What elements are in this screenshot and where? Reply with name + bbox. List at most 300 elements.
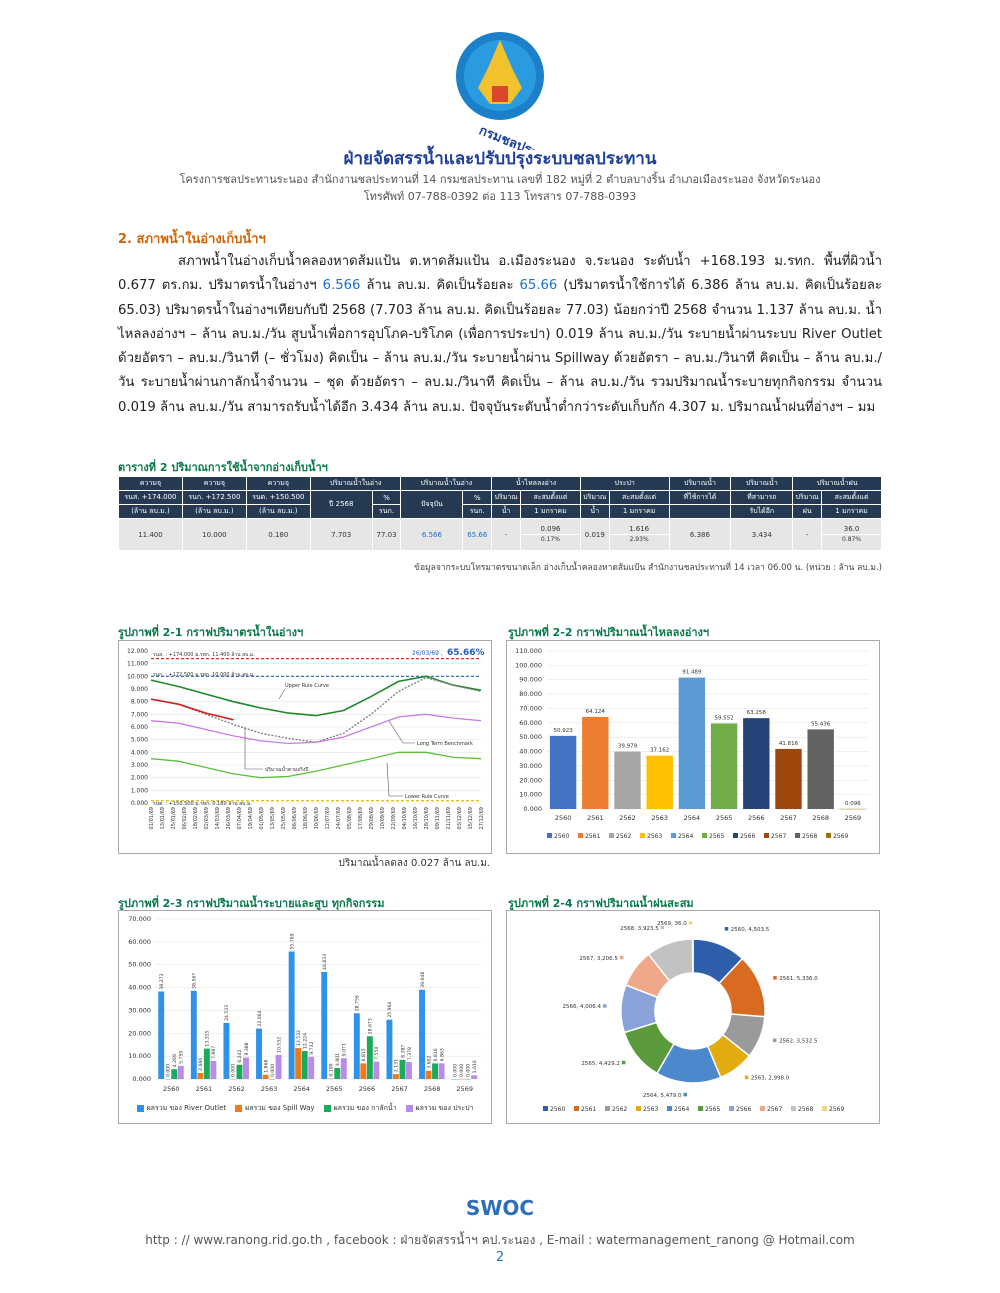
cell-current-pct: 65.66 [463,519,492,551]
y-tick-label: 70.000 [519,704,542,713]
legend-label: 2563 [647,833,663,840]
th-capacity-left: ปริมาณน้ำ [731,477,793,491]
data-label: 55.436 [811,721,831,728]
x-tick-label: 26/03/69 [226,807,232,830]
legend-label: 2569 [829,1106,845,1113]
data-label: 64.124 [585,708,605,715]
label-swatch [683,1093,687,1097]
cell-nsl: 10.000 [182,519,246,551]
inflow-bar-chart [507,641,879,853]
y-tick-label: 4.000 [130,749,148,757]
x-tick-label: 25/05/69 [281,807,287,830]
y-tick-label: 20.000 [128,1029,151,1038]
th2-max: รนส. +174.000 [119,491,183,505]
bar [341,1058,347,1079]
bar [158,992,164,1079]
bar [432,1063,438,1079]
data-label: 4.269 [173,1054,179,1068]
bar [400,1060,406,1079]
y-tick-label: 40.000 [128,983,151,992]
x-tick-label: 10/09/69 [380,807,386,830]
label-swatch [689,921,693,925]
legend-label: 2569 [833,833,849,840]
cell-inflow: - [492,519,521,551]
data-label: 38.273 [160,973,166,990]
label-swatch [773,1039,777,1043]
x-tick-label: 14/03/69 [215,807,221,830]
x-tick-label: 21/11/69 [446,807,452,830]
x-tick-label: 01/01/69 [149,807,155,830]
y-tick-label: 20.000 [519,776,542,785]
legend-label: 2562 [616,833,632,840]
legend-item: ผลรวม ของ River Outlet [137,1103,227,1114]
fig1-label-lower: Lower Rule Curve [405,794,449,800]
y-tick-label: 0.000 [132,1075,151,1083]
y-tick-label: 5.000 [130,736,148,744]
para-text-1: สภาพน้ำในอ่างเก็บน้ำคลองหาดส้มแป้น ต.หาดส้มแป้น อ.เมืองระนอง จ.ระนอง ระดับน้ำ +168.193 ม.รทก. พื้นที่ผิวน้ำ 0.677 ตร.กม. ปริมาตรน้ำในอ่างฯ [118,254,882,294]
legend-label: 2567 [771,833,787,840]
fig3-frame [118,910,492,1124]
legend-swatch [729,1106,734,1111]
page-number: 2 [495,1250,505,1265]
y-tick-label: 50.000 [519,733,542,742]
th2-pct2: % [463,491,492,505]
fig1-label-date: 26/03/69 , [412,650,443,657]
bar [646,756,672,809]
para-text-3: (ปริมาตรน้ำใช้การได้ 6.386 ล้าน ลบ.ม. คิดเป็นร้อยละ 65.03) ปริมาตรน้ำในอ่างฯเทียบกับปี 2568 (7.703 ล้าน ลบ.ม. คิดเป็นร้อยละ 77.03) น้อยกว่าปี 2568 จำนวน 1.137 ล้าน ลบ.ม. น้ำไหลลงอ่างฯ – ล้าน ลบ.ม./วัน สูบน้ำเพื่อการอุปโภค-บริโภค (เพื่อการประปา) 0.019 ล้าน ลบ.ม./วัน ระบายน้ำผ่านระบบ River Outlet ด้วยอัตรา – ลบ.ม./วินาที (– ชั่วโมง) คิดเป็น – ล้าน ลบ.ม./วัน ระบายน้ำผ่าน Spillway ด้วยอัตรา – ลบ.ม./วินาที คิดเป็น – ล้าน ลบ.ม./วัน ระบายน้ำผ่านกาลักน้ำจำนวน – ชุด ด้วยอัตรา – ลบ.ม./วินาที คิดเป็น – ล้าน ลบ.ม./วัน รวมปริมาณน้ำระบายทุกกิจกรรม จำนวน 0.019 ล้าน ลบ.ม./วัน สามารถรับน้ำได้อีก 3.434 ล้าน ลบ.ม. ปัจจุบันระดับน้ำต่ำกว่าระดับเก็บกัก 4.307 ม. ปริมาณน้ำฝนที่อ่างฯ – มม [118,278,882,415]
x-tick-label: 28/10/69 [424,807,430,830]
legend-label: 2564 [678,833,694,840]
data-label: 1.868 [264,1059,270,1073]
data-label: 2560, 4,503.5 [730,927,770,934]
th-rainfall: ปริมาณน้ำฝน [793,477,882,491]
x-tick-label: 19/04/69 [248,807,254,830]
y-tick-label: 30.000 [128,1006,151,1015]
legend-item: ผลรวม ของ Spill Way [235,1103,314,1114]
legend-swatch [667,1106,672,1111]
data-label: 3.602 [427,1055,433,1069]
cell-max: 11.400 [119,519,183,551]
legend-label: 2564 [674,1106,690,1113]
legend-swatch [791,1106,796,1111]
x-tick-label: 2567 [391,1085,408,1093]
bar [373,1062,379,1079]
cell-ww: 0.019 [580,519,609,551]
fig1-label-nsl: รนก. : +172.500 ม.รทก. 10.000 ล้าน ลบ.ม. [153,672,255,678]
th3-ww-unit: น้ำ [580,505,609,519]
y-tick-label: 60.000 [519,718,542,727]
bar [354,1013,360,1079]
org-address: โครงการชลประทานระนอง สำนักงานชลประทานที่ 14 กรมชลประทาน เลขที่ 182 หมู่ที่ 2 ตำบลบางริ้น อำเภอเมืองระนอง จังหวัดระนอง [179,173,821,186]
percent-value: 65.66 [519,278,558,294]
y-tick-label: 0.000 [523,805,542,813]
legend-label: 2560 [550,1106,566,1113]
legend-swatch [822,1106,827,1111]
y-tick-label: 8.000 [130,698,148,706]
data-label: 0.000 [231,1063,237,1077]
legend-label: 2562 [612,1106,628,1113]
data-label: 0.000 [166,1063,172,1077]
x-tick-label: 2562 [228,1085,245,1093]
bar [302,1051,308,1079]
th3-nsl: (ล้าน ลบ.ม.) [182,505,246,519]
y-tick-label: 0.000 [130,800,148,807]
x-tick-label: 03/12/69 [457,807,463,830]
label-swatch [603,1004,607,1008]
release-bar-chart [119,911,491,1101]
data-label: 0.000 [466,1063,472,1077]
th2-year: ปี 2568 [310,491,372,519]
fig3-caption: รูปภาพที่ 2-3 กราฟปริมาณน้ำระบายและสูบ ทุกกิจกรรม [118,897,385,910]
data-label: 2.131 [394,1058,400,1073]
data-label: 0.000 [270,1063,276,1077]
data-label: 24.533 [225,1004,231,1021]
x-tick-label: 18/06/69 [303,807,309,830]
y-tick-label: 30.000 [519,761,542,770]
legend-swatch [795,833,800,838]
th2-rain-amt: ปริมาณ [793,491,822,505]
y-tick-label: 60.000 [128,937,151,946]
cell-2568-pct: 77.03 [372,519,401,551]
fig1-callout-upper [279,689,285,699]
y-tick-label: 40.000 [519,747,542,756]
data-label: 38.567 [192,972,198,989]
data-label: 12.224 [303,1032,309,1050]
legend-swatch [671,833,676,838]
data-label: 1.616 [472,1060,478,1074]
x-tick-label: 2563 [651,814,668,822]
bar [419,990,425,1079]
th3-ww-cum: 1 มกราคม [609,505,669,519]
th3-inflow-unit: น้ำ [492,505,521,519]
bar [386,1020,392,1079]
fig1-note: ปริมาณน้ำลดลง 0.027 ล้าน ลบ.ม. [338,858,490,869]
data-label: 7.887 [212,1045,218,1059]
x-tick-label: 2565 [326,1085,343,1093]
bar [204,1049,210,1079]
th2-inflow-cum: สะสมตั้งแต่ [521,491,581,505]
y-tick-label: 10.000 [127,673,148,681]
legend-label: 2567 [767,1106,783,1113]
th-waterworks: ประปา [580,477,669,491]
cell-usable: 6.386 [669,519,731,551]
th-storage-now: ปริมาณน้ำในอ่าง [401,477,492,491]
table-caption: ตารางที่ 2 ปริมาณการใช้น้ำจากอ่างเก็บน้ำฯ [118,461,328,474]
y-tick-label: 10.000 [128,1052,151,1061]
bar [197,1073,203,1079]
bar [614,752,640,809]
legend-swatch [605,1106,610,1111]
bar [471,1075,477,1079]
y-tick-label: 9.000 [130,686,148,693]
cell-inflow-cum-pct: 0.17% [521,535,581,551]
cell-current: 6.566 [401,519,463,551]
bar [178,1066,184,1079]
data-label: 2565, 4,429.2 [581,1060,620,1067]
y-tick-label: 12.000 [127,648,148,655]
th2-min: รนต. +150.500 [246,491,310,505]
bar [321,972,327,1079]
x-tick-label: 01/05/69 [259,807,265,830]
logo-text: กรมชลประทาน [476,123,548,150]
data-label: 2562, 3,532.5 [778,1038,818,1045]
x-tick-label: 2568 [423,1085,441,1093]
x-tick-label: 25/01/69 [171,807,177,830]
fig4-caption: รูปภาพที่ 2-4 กราฟปริมาณน้ำฝนสะสม [508,897,694,910]
y-tick-label: 11.000 [127,660,148,668]
data-label: 2569, 36.0 [656,921,687,928]
data-label: 22.064 [257,1010,263,1027]
data-label: 0.000 [459,1063,465,1077]
y-tick-label: 6.000 [130,724,148,731]
bar [276,1055,282,1079]
y-tick-label: 3.000 [130,762,148,769]
th2-left: ที่สามารถ [731,491,793,505]
data-label: 6.863 [440,1048,446,1062]
data-label: 8.387 [401,1044,407,1058]
th-storage-2568: ปริมาณน้ำในอ่าง [310,477,401,491]
bar [243,1058,249,1079]
label-swatch [745,1076,749,1080]
fig1-label-current: ปริมาณน้ำตามจริงปี [265,767,309,773]
cell-min: 0.180 [246,519,310,551]
fig1-label-upper: Upper Rule Curve [285,683,329,689]
th-usable: ปริมาณน้ำ [669,477,731,491]
bar [223,1023,229,1079]
x-tick-label: 2567 [780,814,797,822]
bar [256,1029,262,1079]
x-tick-label: 30/06/69 [314,807,320,830]
data-label: 2561, 5,336.0 [779,976,818,983]
x-tick-label: 2564 [683,814,701,822]
fig1-callout-lower [387,763,403,796]
label-swatch [725,927,729,931]
data-label: 37.162 [650,747,670,754]
x-tick-label: 06/06/69 [292,807,298,830]
cell-rain-cum: 36.0 [822,519,882,535]
data-label: 2568, 3,923.5 [620,925,659,932]
cell-rain-cum-pct: 0.87% [822,535,882,551]
x-tick-label: 2566 [358,1085,376,1093]
bar [743,718,769,809]
legend-label: 2561 [581,1106,597,1113]
x-tick-label: 2560 [554,814,572,822]
data-label: 55.769 [290,933,296,950]
bar [308,1057,314,1079]
legend-swatch [733,833,738,838]
cell-2568: 7.703 [310,519,372,551]
th2-current: ปัจจุบัน [401,491,463,519]
th-capacity-min: ความจุ [246,477,310,491]
x-tick-label: 07/04/69 [237,807,243,830]
x-tick-label: 09/11/69 [435,807,441,830]
x-tick-label: 13/05/69 [270,807,276,830]
legend-label: 2565 [709,833,725,840]
data-label: 2566, 4,006.4 [562,1004,602,1011]
legend-swatch [574,1106,579,1111]
th2-nsl: รนก. +172.500 [182,491,246,505]
legend-swatch [764,833,769,838]
legend-label: 2568 [802,833,818,840]
bar [426,1071,432,1079]
data-label: 0.000 [453,1063,459,1077]
x-tick-label: 2569 [456,1085,473,1093]
bar [550,736,576,809]
data-label: 0.096 [845,800,861,807]
section-heading: 2. สภาพน้ำในอ่างเก็บน้ำฯ [118,232,266,247]
bar [295,1048,301,1079]
cell-ww-cum: 1.616 [609,519,669,535]
x-tick-label: 2565 [715,814,733,822]
th-capacity-nsl: ความจุ [182,477,246,491]
legend-item: ผลรวม ของ ประปา [406,1103,474,1114]
rainfall-donut-chart [507,911,879,1123]
y-tick-label: 7.000 [130,711,148,719]
x-tick-label: 29/08/69 [369,807,375,830]
y-tick-label: 70.000 [128,915,151,923]
x-tick-label: 2561 [587,814,604,822]
storage-value: 6.566 [322,278,361,294]
th2-pct: % [372,491,401,505]
label-swatch [773,976,777,980]
table-row [119,519,882,535]
data-label: 5.750 [179,1050,185,1064]
x-tick-label: 12/07/69 [325,807,331,830]
fig2-caption: รูปภาพที่ 2-2 กราฟปริมาณน้ำไหลลงอ่างฯ [508,626,710,639]
data-label: 6.815 [362,1048,368,1062]
data-label: 28.756 [355,995,361,1012]
water-usage-table [118,476,882,551]
data-label: 9.388 [244,1042,250,1056]
legend-label: 2566 [736,1106,752,1113]
data-label: 0.199 [329,1063,335,1077]
legend-swatch [760,1106,765,1111]
x-tick-label: 02/03/69 [204,807,210,830]
bar [775,749,801,809]
data-label: 6.242 [238,1049,244,1063]
y-tick-label: 80.000 [519,690,542,699]
data-label: 39.979 [617,743,638,750]
table-note: ข้อมูลจากระบบโทรมาตรขนาดเล็ก อ่างเก็บน้ำคลองหาดส้มแป้น สำนักงานชลประทานที่ 14 เวลา 06.00 น. (หน่วย : ล้าน ลบ.ม.) [414,563,882,573]
x-tick-label: 2563 [260,1085,278,1093]
th3-pct2: รนก. [463,505,492,519]
legend-swatch [698,1106,703,1111]
footer-brand: SWOC [465,1196,535,1220]
bar [406,1062,412,1079]
legend-label: 2561 [585,833,601,840]
fig1-label-min: รนต. : +150.500 ม.รทก. 0.180 ล้าน ลบ.ม. [153,801,252,807]
data-label: 13.532 [296,1029,302,1047]
data-label: 9.732 [309,1041,315,1055]
x-tick-label: 17/08/69 [358,807,364,830]
bar [334,1068,340,1079]
cell-ww-cum-pct: 2.93% [609,535,669,551]
data-label: 2.666 [199,1057,205,1071]
legend-swatch [636,1106,641,1111]
bar [679,678,705,809]
para-text-2: ล้าน ลบ.ม. คิดเป็นร้อยละ [360,278,520,294]
x-tick-label: 05/08/69 [347,807,353,830]
x-tick-label: 16/10/69 [413,807,419,830]
th2-ww-amt: ปริมาณ [580,491,609,505]
data-label: 63.258 [746,710,766,717]
data-label: 7.554 [375,1046,381,1060]
legend-item: ผลรวม ของ กาลักน้ำ [324,1103,397,1114]
data-label: 7.378 [407,1046,413,1061]
legend-label: 2560 [554,833,570,840]
series-line [151,699,234,720]
fig1-callout-current [245,727,263,769]
cell-inflow-cum: 0.096 [521,519,581,535]
x-tick-label: 13/01/69 [160,807,166,830]
cell-rain: - [793,519,822,551]
th3-inflow-cum: 1 มกราคม [521,505,581,519]
legend-label: 2565 [705,1106,721,1113]
bar [191,991,197,1079]
fig3-legend [119,1103,491,1114]
cell-left: 3.434 [731,519,793,551]
bar [807,729,833,809]
data-label: 10.532 [277,1036,283,1053]
data-label: 50.923 [553,727,573,734]
data-label: 18.673 [368,1018,374,1035]
irrigation-department-logo [452,30,548,150]
x-tick-label: 2566 [748,814,765,822]
x-tick-label: 2561 [195,1085,213,1093]
data-label: 41.816 [778,740,799,747]
bar [263,1075,269,1079]
fig1-caption: รูปภาพที่ 2-1 กราฟปริมาตรน้ำในอ่างฯ [118,626,304,639]
fig1-frame [118,640,492,854]
legend-swatch [702,833,707,838]
data-label: 9.071 [342,1043,348,1057]
th3-max: (ล้าน ลบ.ม.) [119,505,183,519]
legend-swatch [826,833,831,838]
data-label: 2567, 3,206.5 [579,955,618,962]
data-label: 59.552 [714,715,734,722]
th3-rain-unit: ฝน [793,505,822,519]
bar [210,1061,216,1079]
th-capacity-max: ความจุ [119,477,183,491]
org-phone: โทรศัพท์ 07-788-0392 ต่อ 113 โทรสาร 07-788-0393 [363,190,637,203]
data-label: 39.048 [420,971,426,988]
data-label: 13.315 [205,1030,211,1047]
data-label: 4.801 [336,1052,342,1067]
legend-swatch [640,833,645,838]
th3-pct: รนก. [372,505,401,519]
y-tick-label: 50.000 [128,960,151,969]
label-swatch [620,956,624,960]
footer-contact: http : // www.ranong.rid.go.th , facebook : ฝ่ายจัดสรรน้ำฯ คป.ระนอง , E-mail : watermanagement_ranong @ Hotmail.com [145,1233,855,1247]
legend-label: 2566 [740,833,756,840]
data-label: 2564, 5,479.0 [642,1092,682,1099]
storage-line-chart [119,641,491,853]
legend-swatch [547,833,552,838]
th3-left: รับได้อีก [731,505,793,519]
data-label: 46.833 [323,953,329,970]
bar [237,1065,243,1079]
y-tick-label: 100.000 [515,661,542,670]
x-tick-label: 27/12/69 [479,807,485,830]
bar [393,1074,399,1079]
th-inflow: น้ำไหลลงอ่าง [492,477,581,491]
th3-usable-blank [669,505,731,519]
legend-swatch [578,833,583,838]
x-tick-label: 2564 [293,1085,310,1093]
x-tick-label: 06/02/69 [182,807,188,830]
legend-swatch [609,833,614,838]
x-tick-label: 2569 [844,814,862,822]
